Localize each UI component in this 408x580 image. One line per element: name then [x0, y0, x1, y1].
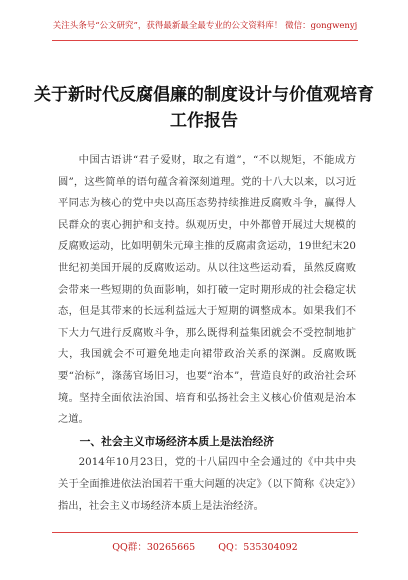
document-title: 关于新时代反腐倡廉的制度设计与价值观培育工作报告: [34, 85, 374, 131]
footer-qq: QQ：535304092: [218, 542, 298, 553]
footer-qq-group: QQ群：30265665: [112, 542, 196, 553]
header-banner: 关注头条号“公文研究”，获得最新最全最专业的公文资料库！ 微信：gongwenyj: [52, 21, 358, 31]
footer-contact: [52, 539, 358, 553]
body-paragraph: 中国古语讲“君子爱财，取之有道”，“不以规矩，不能成方圆”，这些简单的语句蕴含着深刻道理。党的十八大以来，以习近平同志为核心的党中央以高压态势持续推进反腐败斗争，赢得人民群众的衷心拥护和支持。纵观历史，中外都曾开展过大规模的反腐败运动，比如明朝朱元璋主推的反腐肃贪运动，19世纪末20世纪初美国开展的反腐败运动。从以往这些运动看，虽然反腐败会带来一些短期的负面影响，如打破一定时期形成的社会稳定状态，但是其带来的长远利益远大于短期的调整成本。如果我们不下大力气进行反腐败斗争，那么既得利益集团就会不受控制地扩大，我国就会不可避免地走向裙带政治关系的深渊。反腐败既要“治标”，涤荡官场旧习，也要“治本”，营造良好的政治社会环境。坚持全面依法治国、培育和弘扬社会主义核心价值观是治本之道。: [58, 154, 356, 426]
document-body: [58, 150, 356, 517]
section-heading: 一、社会主义市场经济本质上是法治经济: [79, 434, 274, 448]
body-paragraph: 2014年10月23日，党的十八届四中全会通过的《中共中央关于全面推进依法治国若干重大问题的决定》（以下简称《决定》）指出，社会主义市场经济本质上是法治经济。: [58, 456, 356, 512]
page-header: [52, 14, 358, 41]
page-footer: [52, 532, 358, 555]
